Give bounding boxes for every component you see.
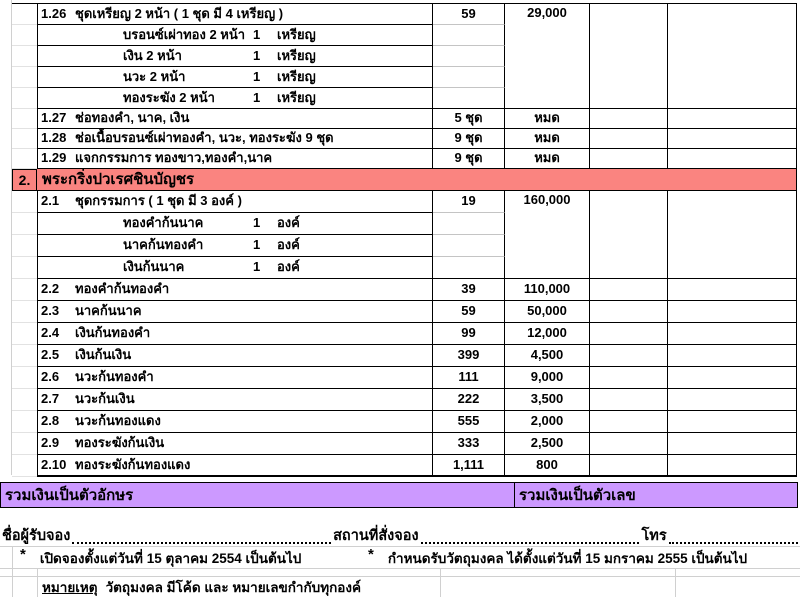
- footer-gridline: [37, 568, 38, 597]
- empty-cell: [590, 149, 668, 169]
- item-description-cell: [37, 301, 433, 323]
- price-cell: 160,000: [505, 191, 590, 279]
- section-title-cell: พระกริ่งปวเรศชินบัญชร: [37, 169, 797, 191]
- phone-label: โทร: [641, 528, 667, 544]
- empty-cell: [590, 3, 668, 109]
- empty-cell: [668, 279, 797, 301]
- section-number-cell: 2.: [12, 169, 37, 191]
- empty-cell: [590, 367, 668, 389]
- asterisk-icon: *: [368, 546, 374, 563]
- empty-cell: [590, 389, 668, 411]
- item-description-cell: [37, 345, 433, 367]
- price-cell: หมด: [505, 129, 590, 149]
- item-text: ชุดกรรมการ ( 1 ชุด มี 3 องค์ ): [75, 193, 242, 209]
- empty-cell: [668, 411, 797, 433]
- sub-item-name: เงินก้นนาค: [123, 259, 185, 275]
- empty-cell: [668, 433, 797, 455]
- sub-item-name: บรอนซ์เผ่าทอง 2 หน้า: [123, 26, 246, 42]
- margin-cell: [12, 25, 37, 46]
- sub-item-unit: เหรียญ: [277, 89, 316, 105]
- sub-item-count: 1: [253, 215, 261, 231]
- margin-cell: [12, 129, 37, 149]
- sub-item-name: เงิน 2 หน้า: [123, 47, 182, 63]
- sub-item-count: 1: [253, 26, 261, 42]
- quantity-cell: 99: [433, 323, 505, 345]
- empty-cell: [668, 109, 797, 129]
- item-description-cell: [37, 279, 433, 301]
- margin-cell: [12, 46, 37, 67]
- margin-cell: [12, 323, 37, 345]
- item-text: แจกกรรมการ ทองขาว,ทองคำ,นาค: [75, 150, 273, 166]
- price-cell: 4,500: [505, 345, 590, 367]
- item-text: นวะก้นทองแดง: [75, 413, 161, 429]
- item-number: 2.10: [41, 456, 67, 472]
- item-description-cell: [37, 129, 433, 149]
- item-number: 1.26: [41, 5, 67, 21]
- quantity-sub-cell: [433, 213, 505, 235]
- margin-cell: [12, 88, 37, 109]
- quantity-cell: 555: [433, 411, 505, 433]
- item-text: ชุดเหรียญ 2 หน้า ( 1 ชุด มี 4 เหรียญ ): [75, 5, 284, 21]
- totals-bar: [0, 482, 798, 508]
- empty-cell: [668, 149, 797, 169]
- empty-cell: [668, 323, 797, 345]
- quantity-sub-cell: [433, 88, 505, 109]
- price-cell: 2,000: [505, 411, 590, 433]
- receiver-line: [2, 527, 800, 547]
- empty-cell: [590, 455, 668, 477]
- margin-cell: [12, 149, 37, 169]
- item-text: ช่อเนื้อบรอนซ์เผ่าทองคำ, นวะ, ทองระฆัง 9 ชุด: [75, 130, 334, 146]
- item-number: 2.9: [41, 435, 60, 451]
- open-booking-note-text: เปิดจองตั้งแต่วันที่ 15 ตุลาคม 2554 เป็นต้นไป: [39, 550, 302, 566]
- quantity-cell: 39: [433, 279, 505, 301]
- item-number: 2.2: [41, 281, 60, 297]
- price-cell: 2,500: [505, 433, 590, 455]
- total-in-numbers-label: รวมเงินเป็นตัวเลข: [519, 487, 636, 504]
- sub-item-count: 1: [253, 237, 261, 253]
- margin-cell: [12, 257, 37, 279]
- empty-cell: [668, 301, 797, 323]
- item-number: 2.8: [41, 413, 60, 429]
- margin-cell: [12, 301, 37, 323]
- margin-cell: [12, 109, 37, 129]
- item-number: 1.27: [41, 110, 67, 126]
- pickup-date-note: [368, 547, 747, 568]
- footer-gridline: [675, 568, 676, 597]
- place-dotted-field[interactable]: [421, 541, 640, 544]
- price-cell: หมด: [505, 109, 590, 129]
- asterisk-icon: *: [20, 546, 26, 563]
- item-text: ทองระฆังก้นทองแดง: [75, 456, 191, 472]
- sub-item-unit: เหรียญ: [277, 47, 316, 63]
- margin-cell: [12, 213, 37, 235]
- item-description-cell: [37, 109, 433, 129]
- item-number: 2.5: [41, 347, 60, 363]
- quantity-sub-cell: [433, 235, 505, 257]
- sub-item-name: นวะ 2 หน้า: [123, 68, 186, 84]
- sub-item-cell: [37, 46, 433, 67]
- place-label: สถานที่สั่งจอง: [333, 528, 419, 544]
- remark-label: หมายเหตุ: [42, 580, 98, 595]
- sub-item-count: 1: [253, 68, 261, 84]
- item-description-cell: [37, 367, 433, 389]
- item-description-cell: [37, 455, 433, 477]
- price-cell: 9,000: [505, 367, 590, 389]
- margin-cell: [12, 67, 37, 88]
- margin-cell: [12, 345, 37, 367]
- item-number: 2.4: [41, 325, 60, 341]
- margin-cell: [12, 411, 37, 433]
- margin-cell: [12, 389, 37, 411]
- remark-text: วัตถุมงคล มีโค้ด และ หมายเลขกำกับทุกองค์: [105, 580, 362, 595]
- sub-item-name: นาคก้นทองคำ: [123, 237, 204, 253]
- quantity-sub-cell: [433, 67, 505, 88]
- item-text: นวะก้นเงิน: [75, 391, 135, 407]
- sub-item-count: 1: [253, 259, 261, 275]
- empty-cell: [668, 191, 797, 279]
- empty-cell: [590, 411, 668, 433]
- margin-cell: [12, 433, 37, 455]
- quantity-cell: 333: [433, 433, 505, 455]
- item-description-cell: [37, 433, 433, 455]
- price-cell: หมด: [505, 149, 590, 169]
- empty-cell: [590, 279, 668, 301]
- item-number: 1.28: [41, 130, 67, 146]
- receiver-label: ชื่อผู้รับจอง: [2, 528, 71, 544]
- sub-item-unit: องค์: [277, 237, 300, 253]
- sub-item-unit: องค์: [277, 215, 300, 231]
- item-text: นวะก้นทองคำ: [75, 369, 154, 385]
- margin-cell: [12, 367, 37, 389]
- quantity-sub-cell: [433, 46, 505, 67]
- price-cell: 12,000: [505, 323, 590, 345]
- empty-cell: [668, 129, 797, 149]
- margin-cell: [12, 3, 37, 25]
- sub-item-cell: [37, 257, 433, 279]
- pickup-date-note-text: กำหนดรับวัตถุมงคล ได้ตั้งแต่วันที่ 15 มกราคม 2555 เป็นต้นไป: [387, 550, 748, 566]
- sub-item-count: 1: [253, 47, 261, 63]
- item-description-cell: [37, 3, 433, 25]
- total-in-words-label: รวมเงินเป็นตัวอักษร: [5, 487, 134, 504]
- quantity-cell: 399: [433, 345, 505, 367]
- empty-cell: [590, 109, 668, 129]
- quantity-sub-cell: [433, 257, 505, 279]
- quantity-cell: 19: [433, 191, 505, 213]
- empty-cell: [590, 129, 668, 149]
- quantity-cell: 9 ชุด: [433, 129, 505, 149]
- sub-item-cell: [37, 88, 433, 109]
- phone-dotted-field[interactable]: [669, 541, 798, 544]
- item-text: ทองคำก้นทองคำ: [75, 281, 170, 297]
- item-text: เงินก้นเงิน: [75, 347, 132, 363]
- item-text: ทองระฆังก้นเงิน: [75, 435, 165, 451]
- item-description-cell: [37, 191, 433, 213]
- empty-cell: [590, 301, 668, 323]
- margin-cell: [12, 235, 37, 257]
- item-number: 2.7: [41, 391, 60, 407]
- empty-cell: [668, 3, 797, 109]
- price-table: [12, 3, 797, 477]
- quantity-cell: 1,111: [433, 455, 505, 477]
- sub-item-cell: [37, 25, 433, 46]
- item-number: 1.29: [41, 150, 67, 166]
- price-cell: 3,500: [505, 389, 590, 411]
- sub-item-unit: องค์: [277, 259, 300, 275]
- notes-row: [0, 547, 800, 568]
- sub-item-cell: [37, 235, 433, 257]
- empty-cell: [668, 389, 797, 411]
- item-text: ช่อทองคำ, นาค, เงิน: [75, 110, 190, 126]
- margin-cell: [12, 279, 37, 301]
- item-number: 2.6: [41, 369, 60, 385]
- item-description-cell: [37, 389, 433, 411]
- quantity-sub-cell: [433, 25, 505, 46]
- sub-item-name: ทองคำก้นนาค: [123, 215, 204, 231]
- item-number: 2.1: [41, 193, 60, 209]
- footer-gridline: [440, 568, 441, 597]
- sub-item-count: 1: [253, 89, 261, 105]
- margin-cell: [12, 455, 37, 477]
- receiver-dotted-field[interactable]: [72, 541, 331, 544]
- item-text: เงินก้นทองคำ: [75, 325, 151, 341]
- item-description-cell: [37, 323, 433, 345]
- remark-row: [42, 577, 361, 597]
- sub-item-cell: [37, 213, 433, 235]
- price-cell: 29,000: [505, 3, 590, 109]
- total-in-words-cell: [0, 482, 514, 508]
- price-cell: 800: [505, 455, 590, 477]
- quantity-cell: 59: [433, 301, 505, 323]
- item-description-cell: [37, 411, 433, 433]
- price-cell: 50,000: [505, 301, 590, 323]
- quantity-cell: 5 ชุด: [433, 109, 505, 129]
- empty-cell: [590, 323, 668, 345]
- quantity-cell: 111: [433, 367, 505, 389]
- quantity-cell: 9 ชุด: [433, 149, 505, 169]
- quantity-cell: 59: [433, 3, 505, 25]
- price-cell: 110,000: [505, 279, 590, 301]
- item-description-cell: [37, 149, 433, 169]
- item-number: 2.3: [41, 303, 60, 319]
- open-booking-note: [20, 547, 301, 568]
- sub-item-cell: [37, 67, 433, 88]
- sub-item-name: ทองระฆัง 2 หน้า: [123, 89, 215, 105]
- empty-cell: [668, 345, 797, 367]
- sub-item-unit: เหรียญ: [277, 68, 316, 84]
- empty-cell: [668, 455, 797, 477]
- sub-item-unit: เหรียญ: [277, 26, 316, 42]
- quantity-cell: 222: [433, 389, 505, 411]
- item-text: นาคก้นนาค: [75, 303, 142, 319]
- margin-cell: [12, 191, 37, 213]
- empty-cell: [590, 433, 668, 455]
- empty-cell: [590, 345, 668, 367]
- empty-cell: [668, 367, 797, 389]
- empty-cell: [590, 191, 668, 279]
- total-in-numbers-cell: [514, 482, 798, 508]
